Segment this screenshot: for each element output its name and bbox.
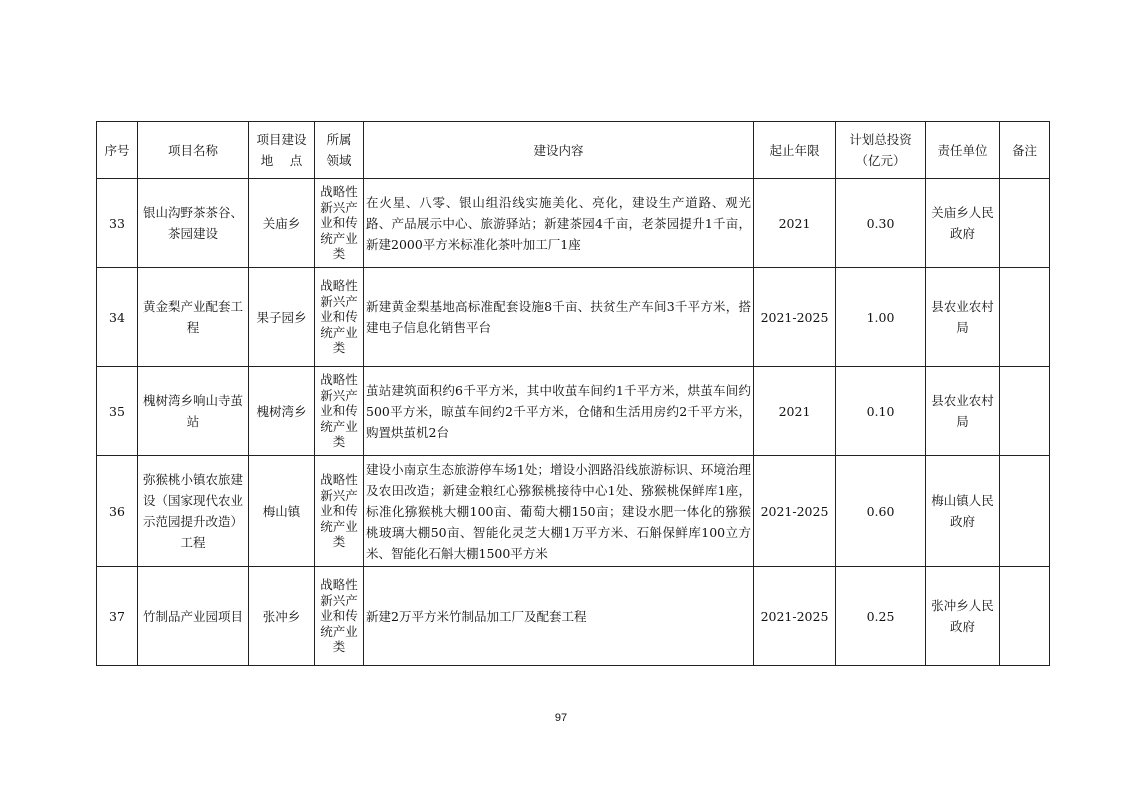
period-cell: 2021-2025 xyxy=(754,456,836,567)
investment-cell: 0.60 xyxy=(836,456,926,567)
remarks-cell xyxy=(1000,367,1050,456)
header-cell: 责任单位 xyxy=(926,122,1000,179)
field-cell: 战略性新兴产业和传统产业类 xyxy=(315,567,364,666)
serial-number-cell: 33 xyxy=(97,179,138,268)
header-cell: 所属 领域 xyxy=(315,122,364,179)
content-cell: 建设小南京生态旅游停车场1处；增设小泗路沿线旅游标识、环境治理及农田改造；新建金粮红心猕猴桃接待中心1处、猕猴桃保鲜库1座，标准化猕猴桃大棚100亩、葡萄大棚150亩；建设水肥一体化的猕猴桃玻璃大棚50亩、智能化灵芝大棚1万平方米、石斛保鲜库100立方米、智能化石斛大棚1500平方米 xyxy=(364,456,754,567)
investment-cell: 0.25 xyxy=(836,567,926,666)
header-cell: 起止年限 xyxy=(754,122,836,179)
header-cell: 建设内容 xyxy=(364,122,754,179)
project-name-cell: 槐树湾乡响山寺茧站 xyxy=(138,367,249,456)
table-row xyxy=(97,268,1050,367)
responsible-unit-cell: 关庙乡人民政府 xyxy=(926,179,1000,268)
field-cell: 战略性新兴产业和传统产业类 xyxy=(315,268,364,367)
header-cell: 序号 xyxy=(97,122,138,179)
location-cell: 张冲乡 xyxy=(249,567,315,666)
period-cell: 2021-2025 xyxy=(754,268,836,367)
remarks-cell xyxy=(1000,456,1050,567)
page-number: 97 xyxy=(554,712,568,724)
field-cell: 战略性新兴产业和传统产业类 xyxy=(315,456,364,567)
period-cell: 2021 xyxy=(754,367,836,456)
location-cell: 槐树湾乡 xyxy=(249,367,315,456)
project-name-cell: 竹制品产业园项目 xyxy=(138,567,249,666)
period-cell: 2021-2025 xyxy=(754,567,836,666)
content-cell: 新建黄金梨基地高标准配套设施8千亩、扶贫生产车间3千平方米，搭建电子信息化销售平台 xyxy=(364,268,754,367)
responsible-unit-cell: 县农业农村局 xyxy=(926,268,1000,367)
serial-number-cell: 35 xyxy=(97,367,138,456)
field-cell: 战略性新兴产业和传统产业类 xyxy=(315,179,364,268)
project-name-cell: 银山沟野茶茶谷、茶园建设 xyxy=(138,179,249,268)
responsible-unit-cell: 县农业农村局 xyxy=(926,367,1000,456)
field-cell: 战略性新兴产业和传统产业类 xyxy=(315,367,364,456)
content-cell: 新建2万平方米竹制品加工厂及配套工程 xyxy=(364,567,754,666)
project-name-cell: 黄金梨产业配套工程 xyxy=(138,268,249,367)
investment-cell: 0.10 xyxy=(836,367,926,456)
header-cell: 项目建设 地 点 xyxy=(249,122,315,179)
header-cell: 计划总投资 （亿元） xyxy=(836,122,926,179)
header-cell: 备注 xyxy=(1000,122,1050,179)
location-cell: 关庙乡 xyxy=(249,179,315,268)
serial-number-cell: 36 xyxy=(97,456,138,567)
content-cell: 茧站建筑面积约6千平方米，其中收茧车间约1千平方米，烘茧车间约500平方米，晾茧车间约2千平方米，仓储和生活用房约2千平方米，购置烘茧机2台 xyxy=(364,367,754,456)
responsible-unit-cell: 梅山镇人民政府 xyxy=(926,456,1000,567)
period-cell: 2021 xyxy=(754,179,836,268)
content-cell: 在火星、八零、银山组沿线实施美化、亮化，建设生产道路、观光路、产品展示中心、旅游驿站；新建茶园4千亩，老茶园提升1千亩，新建2000平方米标准化茶叶加工厂1座 xyxy=(364,179,754,268)
remarks-cell xyxy=(1000,179,1050,268)
serial-number-cell: 37 xyxy=(97,567,138,666)
table-row xyxy=(97,367,1050,456)
serial-number-cell: 34 xyxy=(97,268,138,367)
header-cell: 项目名称 xyxy=(138,122,249,179)
location-cell: 梅山镇 xyxy=(249,456,315,567)
investment-cell: 0.30 xyxy=(836,179,926,268)
project-name-cell: 弥猴桃小镇农旅建设（国家现代农业示范园提升改造）工程 xyxy=(138,456,249,567)
table-row xyxy=(97,179,1050,268)
remarks-cell xyxy=(1000,268,1050,367)
responsible-unit-cell: 张冲乡人民政府 xyxy=(926,567,1000,666)
location-cell: 果子园乡 xyxy=(249,268,315,367)
investment-cell: 1.00 xyxy=(836,268,926,367)
table-header-row xyxy=(97,122,1050,179)
project-table xyxy=(96,121,1050,666)
table-row xyxy=(97,456,1050,567)
remarks-cell xyxy=(1000,567,1050,666)
table-row xyxy=(97,567,1050,666)
